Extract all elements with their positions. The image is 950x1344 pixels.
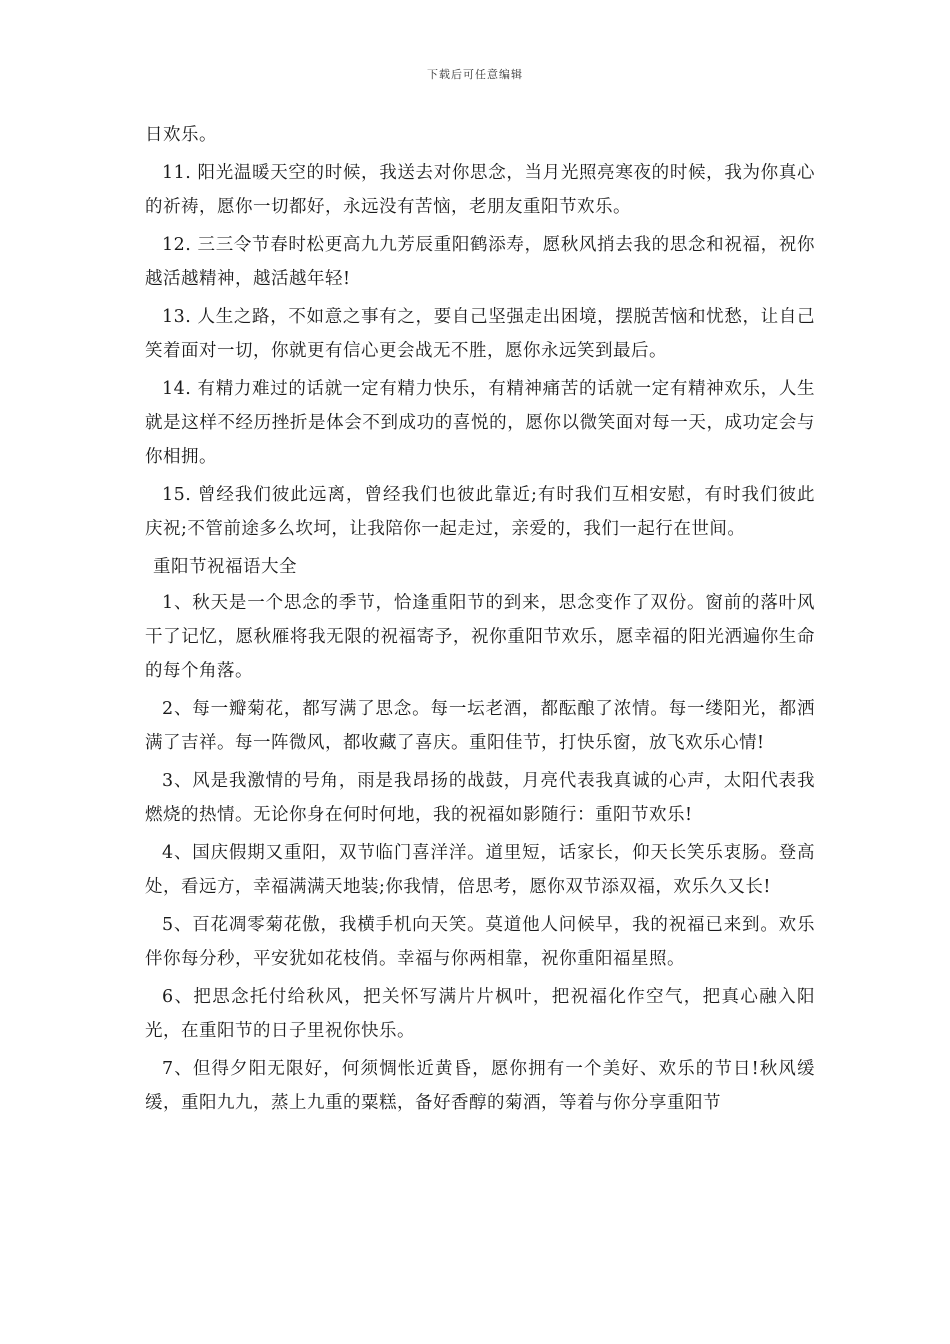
blessing-5: 5、百花凋零菊花傲，我横手机向天笑。莫道他人问候早，我的祝福已来到。欢乐伴你每分秒，平安犹如花枝俏。幸福与你两相靠，祝你重阳福星照。 xyxy=(145,915,815,969)
blessing-1: 1、秋天是一个思念的季节，恰逢重阳节的到来，思念变作了双份。窗前的落叶风干了记忆，愿秋雁将我无限的祝福寄予，祝你重阳节欢乐，愿幸福的阳光洒遍你生命的每个角落。 xyxy=(145,593,815,681)
section-heading: 重阳节祝福语大全 xyxy=(153,557,297,577)
blessing-4: 4、国庆假期又重阳，双节临门喜洋洋。道里短，话家长，仰天长笑乐衷肠。登高处，看远方，幸福满满天地装;你我情，倍思考，愿你双节添双福，欢乐久又长! xyxy=(145,843,815,897)
paragraph-14: 14. 有精力难过的话就一定有精力快乐，有精神痛苦的话就一定有精神欢乐，人生就是这样不经历挫折是体会不到成功的喜悦的，愿你以微笑面对每一天，成功定会与你相拥。 xyxy=(145,379,815,467)
document-body xyxy=(145,118,815,1124)
paragraph-continuation: 日欢乐。 xyxy=(145,125,217,145)
paragraph-11: 11. 阳光温暖天空的时候，我送去对你思念，当月光照亮寒夜的时候，我为你真心的祈祷，愿你一切都好，永远没有苦恼，老朋友重阳节欢乐。 xyxy=(145,163,815,217)
blessing-6: 6、把思念托付给秋风，把关怀写满片片枫叶，把祝福化作空气，把真心融入阳光，在重阳节的日子里祝你快乐。 xyxy=(145,987,815,1041)
paragraph-15: 15. 曾经我们彼此远离，曾经我们也彼此靠近;有时我们互相安慰，有时我们彼此庆祝;不管前途多么坎坷，让我陪你一起走过，亲爱的，我们一起行在世间。 xyxy=(145,485,815,539)
paragraph-13: 13. 人生之路，不如意之事有之，要自己坚强走出困境，摆脱苦恼和忧愁，让自己笑着面对一切，你就更有信心更会战无不胜，愿你永远笑到最后。 xyxy=(145,307,815,361)
blessing-3: 3、风是我激情的号角，雨是我昂扬的战鼓，月亮代表我真诚的心声，太阳代表我燃烧的热情。无论你身在何时何地，我的祝福如影随行：重阳节欢乐! xyxy=(145,771,815,825)
paragraph-12: 12. 三三令节春时松更高九九芳辰重阳鹤添寿，愿秋风捎去我的思念和祝福，祝你越活越精神，越活越年轻! xyxy=(145,235,815,289)
page-header: 下载后可任意编辑 xyxy=(427,68,523,81)
blessing-7: 7、但得夕阳无限好，何须惆怅近黄昏，愿你拥有一个美好、欢乐的节日!秋风缓缓，重阳九九，蒸上九重的粟糕，备好香醇的菊酒，等着与你分享重阳节 xyxy=(145,1059,815,1113)
blessing-2: 2、每一瓣菊花，都写满了思念。每一坛老酒，都酝酿了浓情。每一缕阳光，都洒满了吉祥。每一阵微风，都收藏了喜庆。重阳佳节，打快乐窗，放飞欢乐心情! xyxy=(145,699,815,753)
